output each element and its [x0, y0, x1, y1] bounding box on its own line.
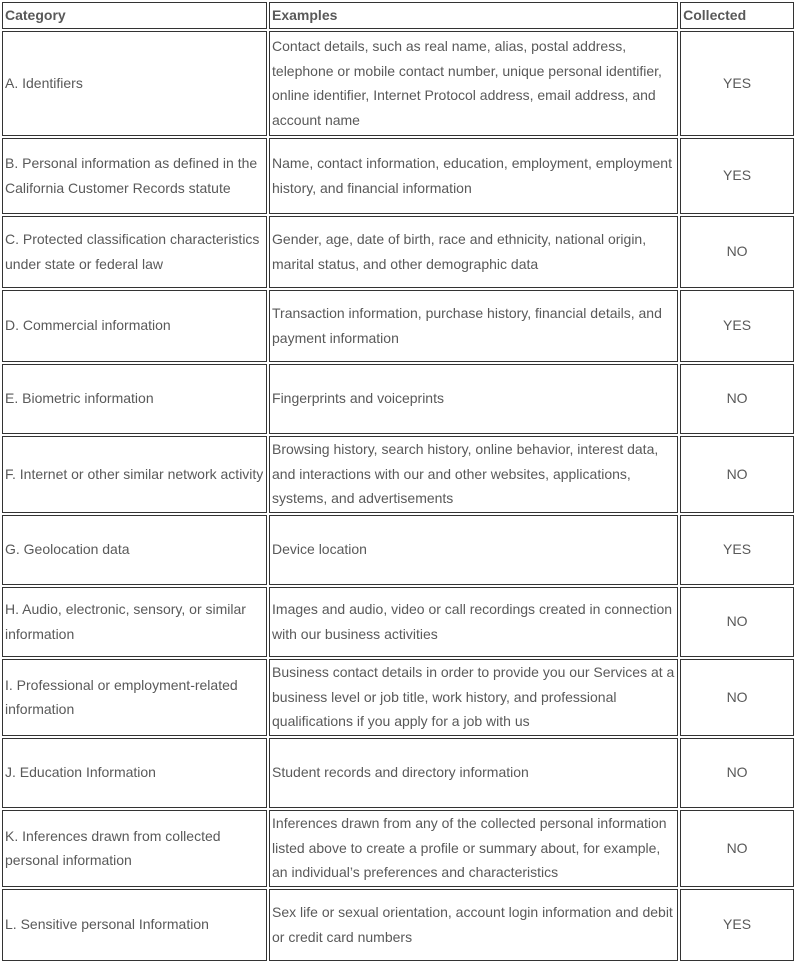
- collected-cell: NO: [680, 659, 794, 736]
- category-cell: D. Commercial information: [2, 290, 267, 362]
- collected-cell: YES: [680, 290, 794, 362]
- collected-cell: NO: [680, 436, 794, 513]
- table-row: [2, 738, 794, 808]
- collected-cell: YES: [680, 31, 794, 136]
- examples-cell: Fingerprints and voiceprints: [269, 364, 678, 434]
- table-row: [2, 290, 794, 362]
- collected-cell: NO: [680, 587, 794, 657]
- examples-cell: Device location: [269, 515, 678, 585]
- category-column-header: Category: [2, 2, 267, 29]
- examples-column-header: Examples: [269, 2, 678, 29]
- examples-cell: Name, contact information, education, employment, employment history, and financial information: [269, 138, 678, 214]
- examples-cell: Browsing history, search history, online behavior, interest data, and interactions with our and other websites, applications, systems, and advertisements: [269, 436, 678, 513]
- category-cell: H. Audio, electronic, sensory, or similar information: [2, 587, 267, 657]
- table-row: [2, 138, 794, 214]
- table-row: [2, 659, 794, 736]
- category-cell: F. Internet or other similar network activity: [2, 436, 267, 513]
- table-row: [2, 31, 794, 136]
- collected-cell: YES: [680, 515, 794, 585]
- category-cell: G. Geolocation data: [2, 515, 267, 585]
- category-cell: C. Protected classification characteristics under state or federal law: [2, 216, 267, 288]
- category-cell: I. Professional or employment-related information: [2, 659, 267, 736]
- category-cell: A. Identifiers: [2, 31, 267, 136]
- category-cell: E. Biometric information: [2, 364, 267, 434]
- examples-cell: Gender, age, date of birth, race and ethnicity, national origin, marital status, and other demographic data: [269, 216, 678, 288]
- category-cell: L. Sensitive personal Information: [2, 889, 267, 961]
- examples-cell: Contact details, such as real name, alias, postal address, telephone or mobile contact number, unique personal identifier, online identifier, Internet Protocol address, email address, and account name: [269, 31, 678, 136]
- category-cell: B. Personal information as defined in the California Customer Records statute: [2, 138, 267, 214]
- collected-cell: YES: [680, 889, 794, 961]
- table-row: [2, 436, 794, 513]
- examples-cell: Inferences drawn from any of the collected personal information listed above to create a profile or summary about, for example, an individual’s preferences and characteristics: [269, 810, 678, 887]
- category-cell: K. Inferences drawn from collected personal information: [2, 810, 267, 887]
- table-header-row: [2, 2, 794, 29]
- category-cell: J. Education Information: [2, 738, 267, 808]
- table-row: [2, 216, 794, 288]
- collected-column-header: Collected: [680, 2, 794, 29]
- table-row: [2, 889, 794, 961]
- collected-cell: NO: [680, 364, 794, 434]
- collected-cell: NO: [680, 810, 794, 887]
- table-row: [2, 364, 794, 434]
- collected-cell: YES: [680, 138, 794, 214]
- examples-cell: Images and audio, video or call recordings created in connection with our business activities: [269, 587, 678, 657]
- collected-cell: NO: [680, 738, 794, 808]
- examples-cell: Business contact details in order to provide you our Services at a business level or job title, work history, and professional qualifications if you apply for a job with us: [269, 659, 678, 736]
- collected-cell: NO: [680, 216, 794, 288]
- examples-cell: Sex life or sexual orientation, account login information and debit or credit card numbers: [269, 889, 678, 961]
- table-row: [2, 810, 794, 887]
- table-row: [2, 587, 794, 657]
- examples-cell: Transaction information, purchase history, financial details, and payment information: [269, 290, 678, 362]
- table-row: [2, 515, 794, 585]
- examples-cell: Student records and directory information: [269, 738, 678, 808]
